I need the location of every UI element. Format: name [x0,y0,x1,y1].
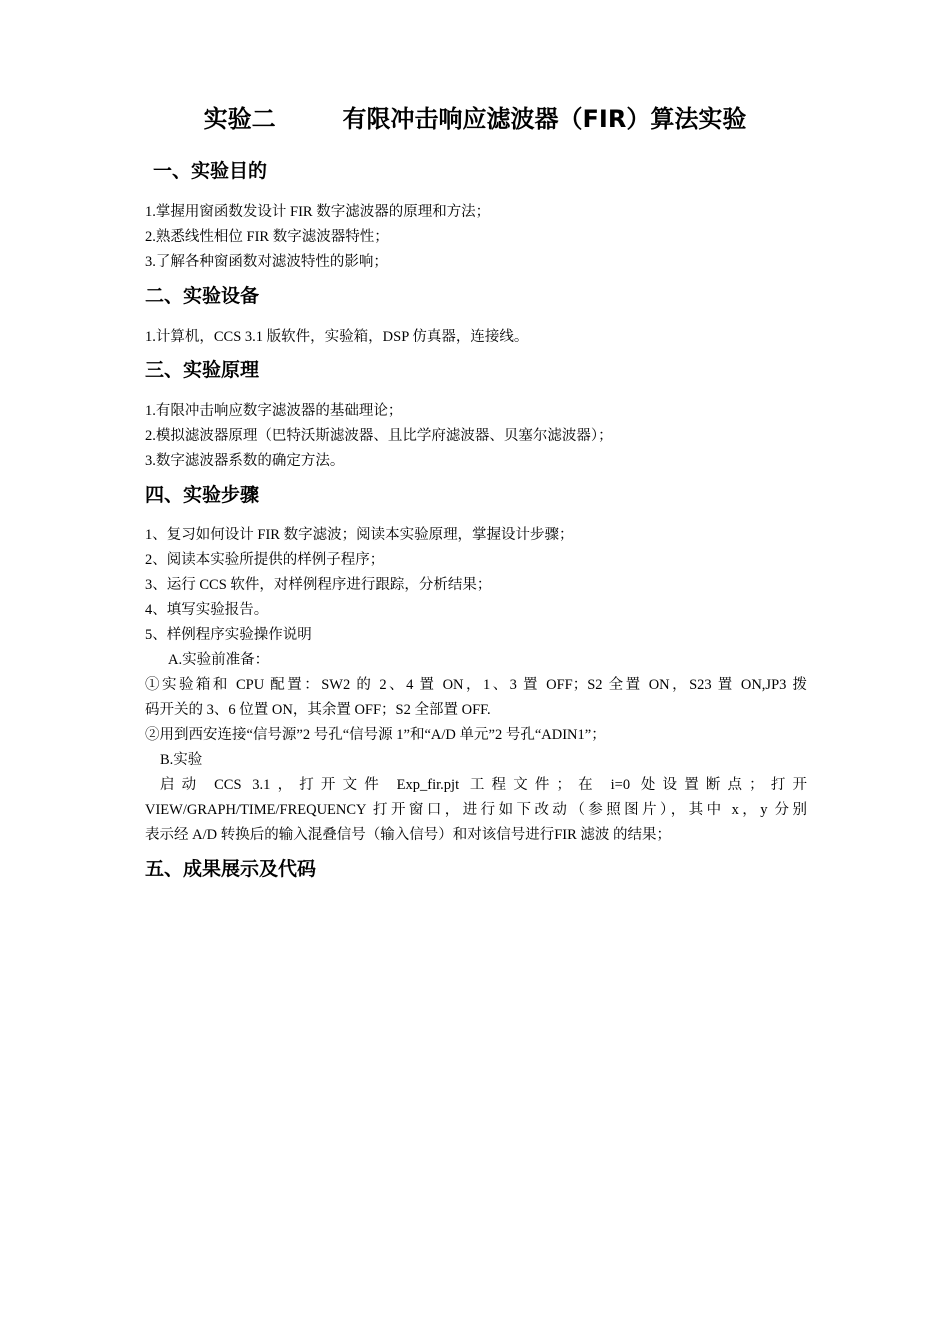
step-item-5: 5、样例程序实验操作说明 [145,627,312,643]
experiment-line-2: VIEW/GRAPH/TIME/FREQUENCY 打开窗口，进行如下改动（参照图片），其中 x，y 分别 [145,802,807,818]
principle-item-3: 3.数字滤波器系数的确定方法。 [145,453,345,469]
section-heading-principles: 三、实验原理 [145,359,260,381]
prep-heading: A.实验前准备： [168,652,270,668]
experiment-line-3: 表示经 A/D 转换后的输入混叠信号（输入信号）和对该信号进行FIR 滤波 的结果； [145,827,672,843]
section-heading-equipment: 二、实验设备 [145,285,260,307]
section-heading-steps: 四、实验步骤 [145,484,260,506]
principle-item-2: 2.模拟滤波器原理（巴特沃斯滤波器、且比学府滤波器、贝塞尔滤波器）； [145,428,613,444]
document-title: 实验二 有限冲击响应滤波器（FIR）算法实验 [203,105,747,133]
experiment-heading: B.实验 [160,752,203,768]
prep-connection-line: ②用到西安连接“信号源”2 号孔“信号源 1”和“A/D 单元”2 号孔“ADIN1”； [145,727,606,743]
section-heading-objectives: 一、实验目的 [153,160,268,182]
step-item-1: 1、复习如何设计 FIR 数字滤波；阅读本实验原理，掌握设计步骤； [145,527,574,543]
objective-item-2: 2.熟悉线性相位 FIR 数字滤波器特性； [145,229,389,245]
prep-config-line-1: ①实验箱和 CPU 配置：SW2 的 2、4 置 ON，1、3 置 OFF；S2 全置 ON，S23 置 ON,JP3 拨 [145,677,807,693]
section-heading-results: 五、成果展示及代码 [145,858,317,880]
objective-item-3: 3.了解各种窗函数对滤波特性的影响； [145,254,388,270]
objective-item-1: 1.掌握用窗函数发设计 FIR 数字滤波器的原理和方法； [145,204,491,220]
step-item-2: 2、阅读本实验所提供的样例子程序； [145,552,385,568]
step-item-3: 3、运行 CCS 软件，对样例程序进行跟踪，分析结果； [145,577,492,593]
experiment-line-1: 启动 CCS 3.1，打开文件 Exp_fir.pjt 工程文件；在 i=0 处设置断点；打开 [160,777,807,793]
principle-item-1: 1.有限冲击响应数字滤波器的基础理论； [145,403,403,419]
equipment-item-1: 1.计算机，CCS 3.1 版软件，实验箱，DSP 仿真器，连接线。 [145,329,529,345]
step-item-4: 4、填写实验报告。 [145,602,269,618]
prep-config-line-2: 码开关的 3、6 位置 ON，其余置 OFF；S2 全部置 OFF. [145,702,491,718]
